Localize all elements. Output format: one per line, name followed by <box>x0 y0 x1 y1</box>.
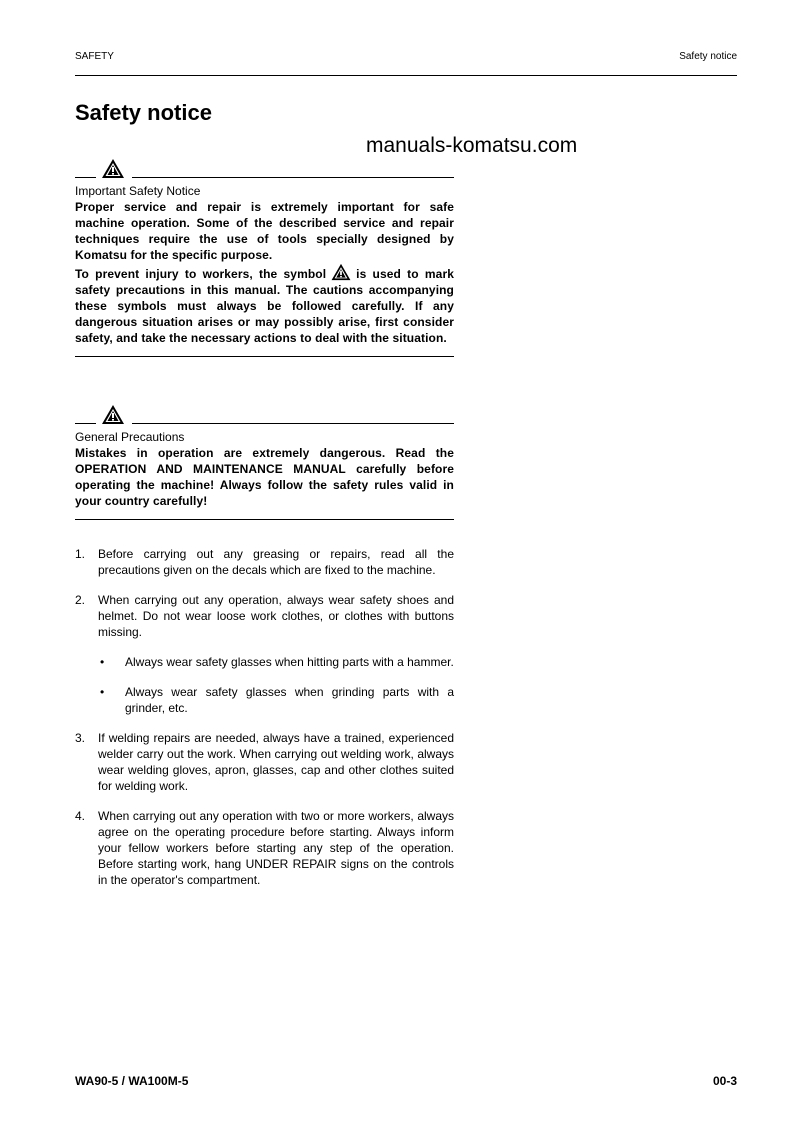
bullet-icon: • <box>100 655 105 669</box>
watermark-text: manuals-komatsu.com <box>366 134 578 157</box>
footer-model: WA90-5 / WA100M-5 <box>75 1074 189 1088</box>
sub-list-item <box>98 684 454 716</box>
list-item-text: When carrying out any operation, always wear safety shoes and helmet. Do not wear loose work clothes, or clothes with buttons missing. <box>98 593 454 639</box>
list-item-text: When carrying out any operation with two or more workers, always agree on the operating procedure before starting. Always inform your fellow workers before starting any step of the operation. Before starting work, hang UNDER REPAIR signs on the controls in the operator's compartment. <box>98 809 454 887</box>
footer-page-number: 00-3 <box>712 1074 737 1088</box>
sub-list-item <box>98 654 454 670</box>
header-section-label: SAFETY <box>75 51 114 62</box>
general-precautions-box <box>75 404 454 520</box>
header-page-title: Safety notice <box>679 51 737 62</box>
sub-list-item-text: Always wear safety glasses when hitting parts with a hammer. <box>125 655 454 669</box>
important-notice-para1: Proper service and repair is extremely important for safe machine operation. Some of the described service and repair techniques require the use of tools specially designed by Komatsu for the specific purpose. <box>75 200 454 262</box>
box-top-border <box>75 404 454 426</box>
important-safety-notice-box <box>75 158 454 357</box>
important-notice-para2-before: To prevent injury to workers, the symbol <box>75 267 327 281</box>
warning-triangle-icon <box>330 263 352 281</box>
general-precautions-before: Mistakes in operation are extremely dangerous. Read the <box>75 446 454 460</box>
bullet-icon: • <box>100 685 105 699</box>
list-item-text: Before carrying out any greasing or repairs, read all the precautions given on the decals which are fixed to the machine. <box>98 547 454 577</box>
box-bottom-border <box>75 356 454 357</box>
sub-list-item-text: Always wear safety glasses when grinding parts with a grinder, etc. <box>125 685 454 715</box>
important-notice-title: Important Safety Notice <box>75 184 201 198</box>
list-item-number: 1. <box>75 547 86 561</box>
box-top-border <box>75 158 454 180</box>
page-title: Safety notice <box>75 100 212 125</box>
list-item-number: 3. <box>75 731 86 745</box>
warning-triangle-icon <box>101 158 125 179</box>
list-item <box>75 592 454 716</box>
important-notice-para2 <box>75 263 454 346</box>
list-item <box>75 546 454 578</box>
list-item <box>75 808 454 888</box>
list-item <box>75 730 454 794</box>
general-precautions-after: carefully before operating the machine! Always follow the safety rules valid in your country carefully! <box>75 462 455 508</box>
important-notice-para2-after: is used to mark safety precautions in this manual. The cautions accompanying these symbols must always be followed carefully. If any dangerous situation arises or may possibly arise, first consider safety, and take the necessary actions to deal with the situation. <box>75 267 454 345</box>
operation-manual-name: OPERATION AND MAINTENANCE MANUAL <box>75 462 346 476</box>
box-bottom-border <box>75 519 454 520</box>
list-item-number: 2. <box>75 593 86 607</box>
general-precautions-text <box>75 445 454 509</box>
list-item-text: If welding repairs are needed, always have a trained, experienced welder carry out the work. When carrying out welding work, always wear welding gloves, apron, glasses, cap and other clothes suited for welding work. <box>98 731 454 793</box>
warning-triangle-icon <box>101 404 125 425</box>
precautions-list <box>75 546 454 902</box>
general-precautions-title: General Precautions <box>75 430 185 444</box>
list-item-number: 4. <box>75 809 86 823</box>
header-rule <box>75 75 737 76</box>
